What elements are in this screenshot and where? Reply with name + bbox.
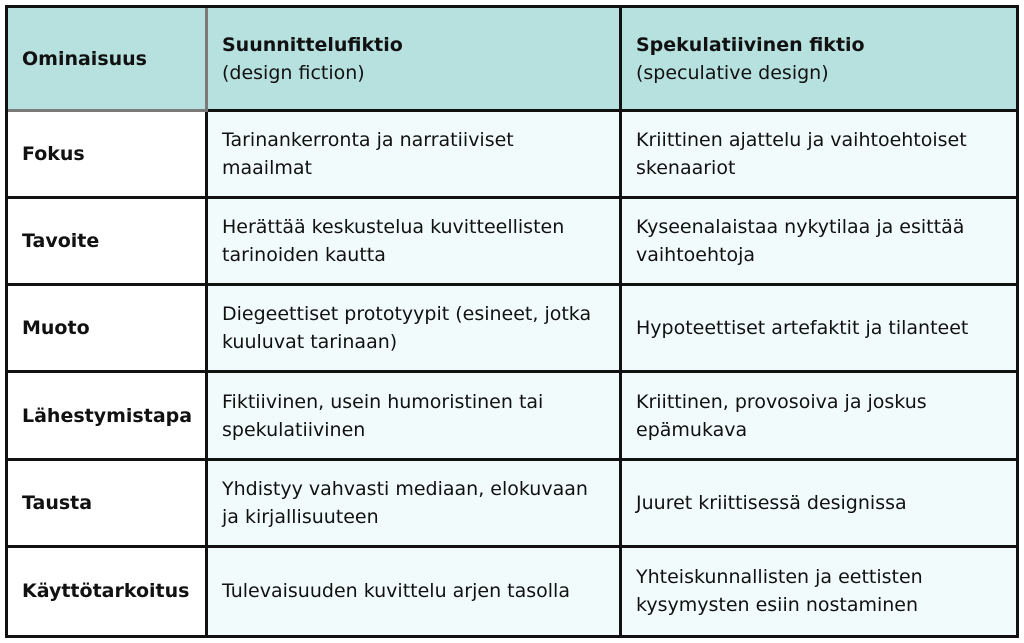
table-cell-speculative (622, 461, 1016, 548)
row-label-kayttotarkoitus: Käyttötarkoitus (22, 580, 190, 603)
table-row-label (8, 286, 208, 373)
header-cell-feature (8, 8, 208, 112)
cell-text: Kriittinen, provosoiva ja joskus epämukava (636, 390, 927, 441)
table-cell-speculative (622, 373, 1016, 460)
table-cell-design-fiction (208, 548, 622, 635)
table-cell-design-fiction (208, 286, 622, 373)
table-row-label (8, 548, 208, 635)
header-design-fiction-title: Suunnittelufiktio (222, 33, 403, 56)
header-cell-speculative (622, 8, 1016, 112)
table-cell-speculative (622, 112, 1016, 199)
table-cell-design-fiction (208, 373, 622, 460)
cell-text: Kriittinen ajattelu ja vaihtoehtoiset skenaariot (636, 129, 967, 180)
cell-text: Fiktiivinen, usein humoristinen tai spekulatiivinen (222, 390, 544, 441)
table-row-label (8, 199, 208, 286)
header-cell-design-fiction (208, 8, 622, 112)
table-row-label (8, 461, 208, 548)
table-cell-design-fiction (208, 199, 622, 286)
cell-text: Herättää keskustelua kuvitteellisten tarinoiden kautta (222, 216, 565, 267)
cell-text: Yhteiskunnallisten ja eettisten kysymysten esiin nostaminen (636, 566, 923, 617)
table-cell-speculative (622, 199, 1016, 286)
table-row-label (8, 373, 208, 460)
cell-text: Yhdistyy vahvasti mediaan, elokuvaan ja kirjallisuuteen (222, 477, 588, 528)
row-label-lahestymistapa: Lähestymistapa (22, 404, 193, 427)
row-label-tavoite: Tavoite (22, 230, 100, 253)
row-label-tausta: Tausta (22, 491, 93, 514)
header-speculative-title: Spekulatiivinen fiktio (636, 33, 865, 56)
table-row-label (8, 112, 208, 199)
table-cell-design-fiction (208, 461, 622, 548)
cell-text: Kyseenalaistaa nykytilaa ja esittää vaihtoehtoja (636, 216, 965, 267)
cell-text: Diegeettiset prototyypit (esineet, jotka kuuluvat tarinaan) (222, 303, 592, 354)
table-cell-design-fiction (208, 112, 622, 199)
row-label-muoto: Muoto (22, 317, 90, 340)
cell-text: Tulevaisuuden kuvittelu arjen tasolla (222, 580, 570, 603)
cell-text: Juuret kriittisessä designissa (636, 491, 907, 514)
header-design-fiction-subtitle: (design fiction) (222, 61, 365, 84)
header-feature-label: Ominaisuus (22, 47, 147, 70)
cell-text: Hypoteettiset artefaktit ja tilanteet (636, 317, 969, 340)
table-cell-speculative (622, 286, 1016, 373)
cell-text: Tarinankerronta ja narratiiviset maailmat (222, 129, 514, 180)
header-speculative-subtitle: (speculative design) (636, 61, 829, 84)
table-cell-speculative (622, 548, 1016, 635)
row-label-fokus: Fokus (22, 143, 85, 166)
comparison-table (5, 5, 1019, 638)
